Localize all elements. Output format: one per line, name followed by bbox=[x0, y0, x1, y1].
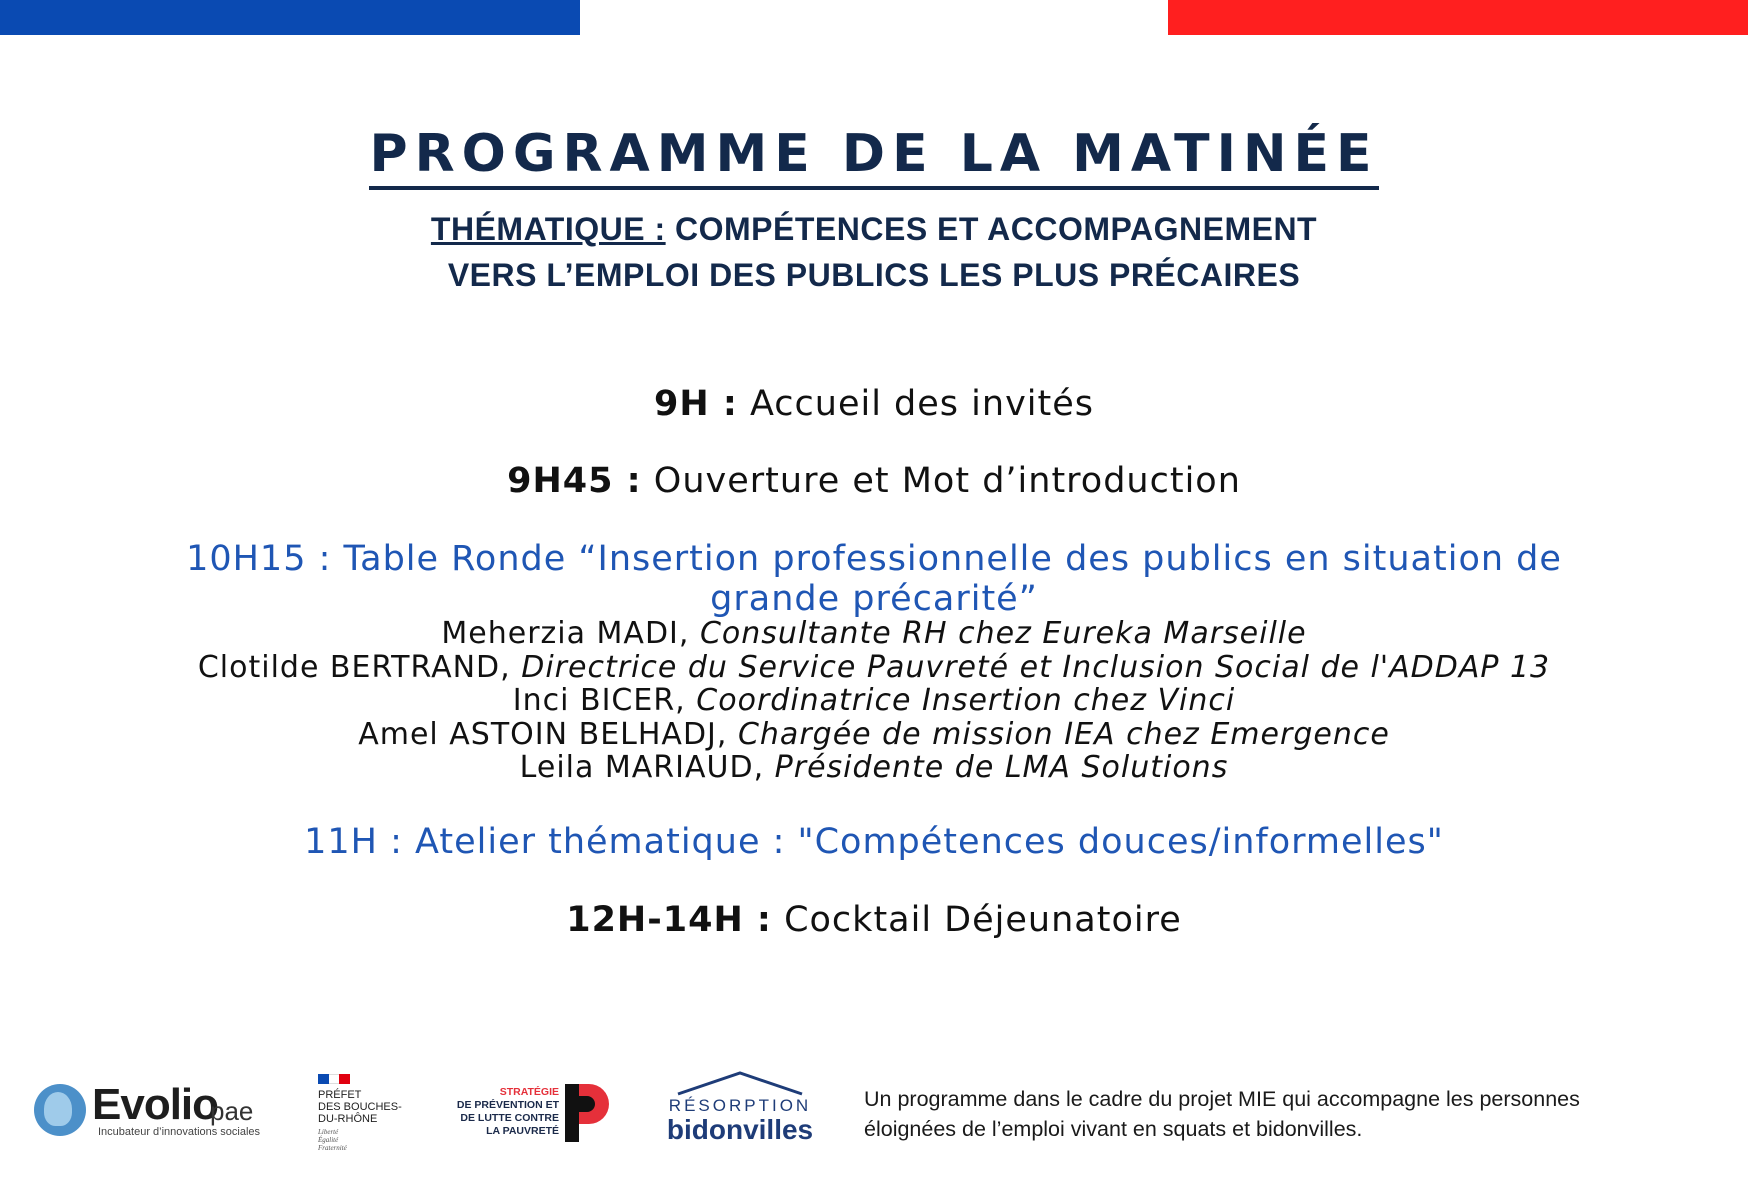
strategie-pauvrete-logo bbox=[446, 1084, 611, 1144]
strategie-text: STRATÉGIE DE PRÉVENTION ET DE LUTTE CONTRE LA PAUVRETÉ bbox=[456, 1086, 559, 1137]
programme-time: 9H : bbox=[653, 384, 738, 424]
speaker-name: Clotilde BERTRAND, bbox=[197, 649, 511, 685]
speaker-name: Inci BICER, bbox=[512, 683, 686, 718]
speaker-item bbox=[0, 718, 1748, 752]
programme-time: 11H : bbox=[304, 822, 403, 862]
flag-blue-bar bbox=[0, 0, 580, 35]
speaker-name: Amel ASTOIN BELHADJ, bbox=[358, 716, 728, 752]
bidonvilles-label: bidonvilles bbox=[666, 1114, 814, 1145]
programme-label: Table Ronde “Insertion professionnelle des publics en situation de bbox=[343, 539, 1562, 579]
programme-label: Cocktail Déjeunatoire bbox=[784, 900, 1182, 940]
evolio-tagline: Incubateur d’innovations sociales bbox=[98, 1126, 261, 1138]
evolio-hand-icon bbox=[34, 1084, 86, 1136]
programme-item-9h45 bbox=[0, 461, 1748, 501]
speaker-item bbox=[0, 684, 1748, 718]
flag-red-bar bbox=[1168, 0, 1748, 35]
speaker-role: Présidente de LMA Solutions bbox=[774, 750, 1229, 785]
programme-time: 9H45 : bbox=[507, 461, 642, 501]
page-title: PROGRAMME DE LA MATINÉE bbox=[0, 124, 1748, 184]
theme-line-2: VERS L’EMPLOI DES PUBLICS LES PLUS PRÉCAIRES bbox=[447, 257, 1301, 293]
speaker-item bbox=[0, 751, 1748, 785]
evolio-logo bbox=[34, 1080, 264, 1140]
programme-label-line-2: grande précarité” bbox=[710, 579, 1038, 619]
speaker-role: Chargée de mission IEA chez Emergence bbox=[737, 716, 1390, 752]
programme-item-9h bbox=[0, 384, 1748, 424]
speaker-list bbox=[0, 617, 1748, 785]
programme-time: 12H-14H : bbox=[566, 900, 772, 940]
prefet-motto: Liberté Égalité Fraternité bbox=[318, 1128, 347, 1152]
strategie-p-icon bbox=[565, 1084, 611, 1142]
theme-label: THÉMATIQUE : bbox=[430, 211, 666, 247]
programme-item-12h bbox=[0, 900, 1748, 940]
programme-item-11h bbox=[0, 822, 1748, 862]
programme-time: 10H15 : bbox=[186, 539, 332, 579]
prefet-text: PRÉFET DES BOUCHES- DU-RHÔNE bbox=[318, 1089, 402, 1125]
speaker-item bbox=[0, 617, 1748, 651]
footer-description: Un programme dans le cadre du projet MIE qui accompagne les personnes éloignées de l’emploi vivant en squats et bidonvilles. bbox=[864, 1087, 1580, 1141]
speaker-name: Meherzia MADI, bbox=[441, 616, 690, 651]
prefet-logo bbox=[318, 1074, 418, 1154]
house-roof-icon bbox=[674, 1070, 806, 1096]
programme-label: Accueil des invités bbox=[749, 384, 1095, 424]
speaker-item bbox=[0, 651, 1748, 685]
resorption-label: RÉSORPTION bbox=[668, 1096, 812, 1115]
programme-item-10h15 bbox=[0, 539, 1748, 619]
programme-label: Ouverture et Mot d’introduction bbox=[653, 461, 1241, 501]
theme-block bbox=[0, 206, 1748, 298]
speaker-role: Consultante RH chez Eureka Marseille bbox=[699, 616, 1307, 651]
evolio-suffix: pae bbox=[210, 1096, 254, 1126]
french-flag-icon bbox=[318, 1074, 350, 1084]
speaker-role: Directrice du Service Pauvreté et Inclusion Social de l'ADDAP 13 bbox=[521, 649, 1551, 685]
speaker-name: Leila MARIAUD, bbox=[519, 750, 765, 785]
programme-label: Atelier thématique : "Compétences douces/informelles" bbox=[415, 822, 1444, 862]
speaker-role: Coordinatrice Insertion chez Vinci bbox=[696, 683, 1236, 718]
evolio-name: Evolio bbox=[92, 1080, 219, 1129]
resorption-bidonvilles-logo bbox=[660, 1070, 820, 1150]
theme-line-1: COMPÉTENCES ET ACCOMPAGNEMENT bbox=[675, 211, 1318, 247]
